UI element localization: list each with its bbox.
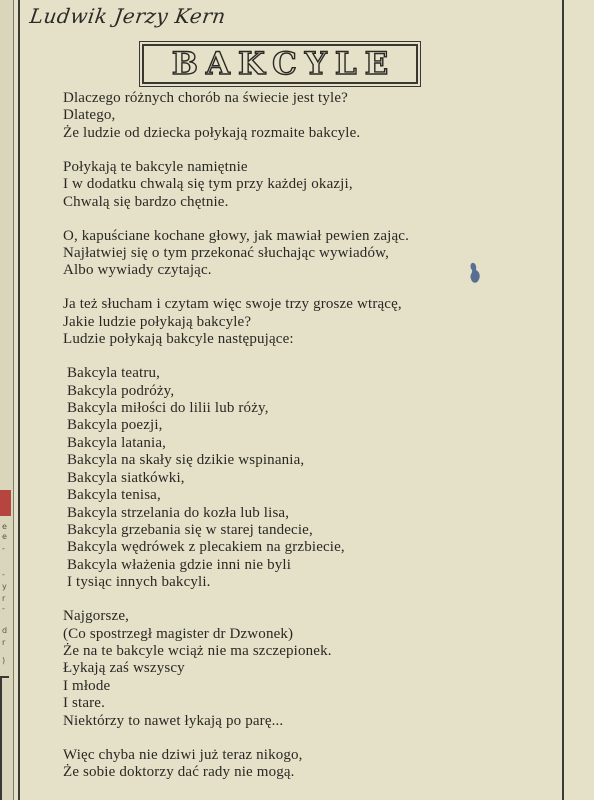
poem-line: Dlaczego różnych chorób na świecie jest tyle? [63,90,348,106]
poem-line: Chwalą się bardzo chętnie. [63,193,229,210]
poem-line: Najgorsze, [63,608,130,625]
poem-line: Najłatwiej się o tym przekonać słuchając wywiadów, [63,245,390,262]
margin-fragment: ) [2,656,6,665]
poem-line: (Co spostrzegł magister dr Dzwonek) [63,625,294,642]
ink-blot-mark [468,262,482,284]
poem-line: Bakcyla wędrówek z plecakiem na grzbiecie, [67,539,345,556]
poem-line: Więc chyba nie dziwi już teraz nikogo, [63,746,303,763]
poem-line: Albo wywiady czytając. [63,262,212,279]
adjacent-page-strip [0,0,14,800]
poem-stanza [63,365,533,591]
poem-line: I w dodatku chwalą się tym przy każdej okazji, [63,176,353,193]
poem-stanza [63,296,533,348]
poem-line: Niektórzy to nawet łykają po parę... [63,712,284,729]
margin-fragment: e [2,532,7,541]
author-signature: Ludwik Jerzy Kern [28,4,228,28]
poem-line: Bakcyla siatkówki, [67,469,185,486]
poem-line: Bakcyla miłości do lilii lub róży, [67,400,269,417]
poem-line: Ja też słucham i czytam więc swoje trzy grosze wtrącę, [63,296,402,313]
adjacent-page-rule [0,676,9,800]
poem-stanza [63,228,533,280]
poem-line: Bakcyla na skały się dzikie wspinania, [67,452,305,469]
poem-line: Jakie ludzie połykają bakcyle? [63,313,252,330]
poem-stanza [63,608,533,730]
poem-line: Bakcyla strzelania do kozła lub lisa, [67,504,290,521]
poem-stanza [63,747,533,782]
poem-line: Bakcyla podróży, [67,382,175,399]
margin-fragment: y [2,582,7,591]
poem-line: Że sobie doktorzy dać rady nie mogą. [63,763,295,780]
poem-line: Bakcyla grzebania się w starej tandecie, [67,521,313,538]
poem-stanza [63,159,533,211]
poem-line: I stare. [63,695,106,712]
margin-fragment: r [2,638,6,647]
poem-line: Bakcyla latania, [67,434,167,451]
poem-line: I tysiąc innych bakcyli. [67,574,211,591]
poem-line: Bakcyla poezji, [67,417,163,434]
poem-line: Bakcyla teatru, [67,365,161,382]
margin-fragment: r [2,594,6,603]
poem-line: O, kapuściane kochane głowy, jak mawiał pewien zając. [63,227,410,244]
poem-line: Połykają te bakcyle namiętnie [63,158,248,175]
poem-line: Bakcyla włażenia gdzie inni nie byli [67,556,292,573]
margin-fragment: e [2,522,7,531]
margin-fragment: - [2,544,5,553]
poem-line: I młode [63,677,111,694]
poem-stanza [63,90,533,142]
poem-line: Dlatego, [63,107,116,124]
poem-line: Bakcyla tenisa, [67,487,161,504]
poem-line: Że ludzie od dziecka połykają rozmaite bakcyle. [63,124,361,141]
margin-fragment: d [2,626,8,635]
margin-fragment: - [2,570,5,579]
poem-line: Że na te bakcyle wciąż nie ma szczepionek. [63,642,332,659]
poem-title: BAKCYLE [142,44,418,84]
margin-fragment: - [2,604,5,613]
poem-line: Ludzie połykają bakcyle następujące: [63,331,294,348]
red-tab-marker [0,490,11,516]
poem-body [63,90,533,798]
poem-line: Łykają zaś wszyscy [63,660,185,677]
